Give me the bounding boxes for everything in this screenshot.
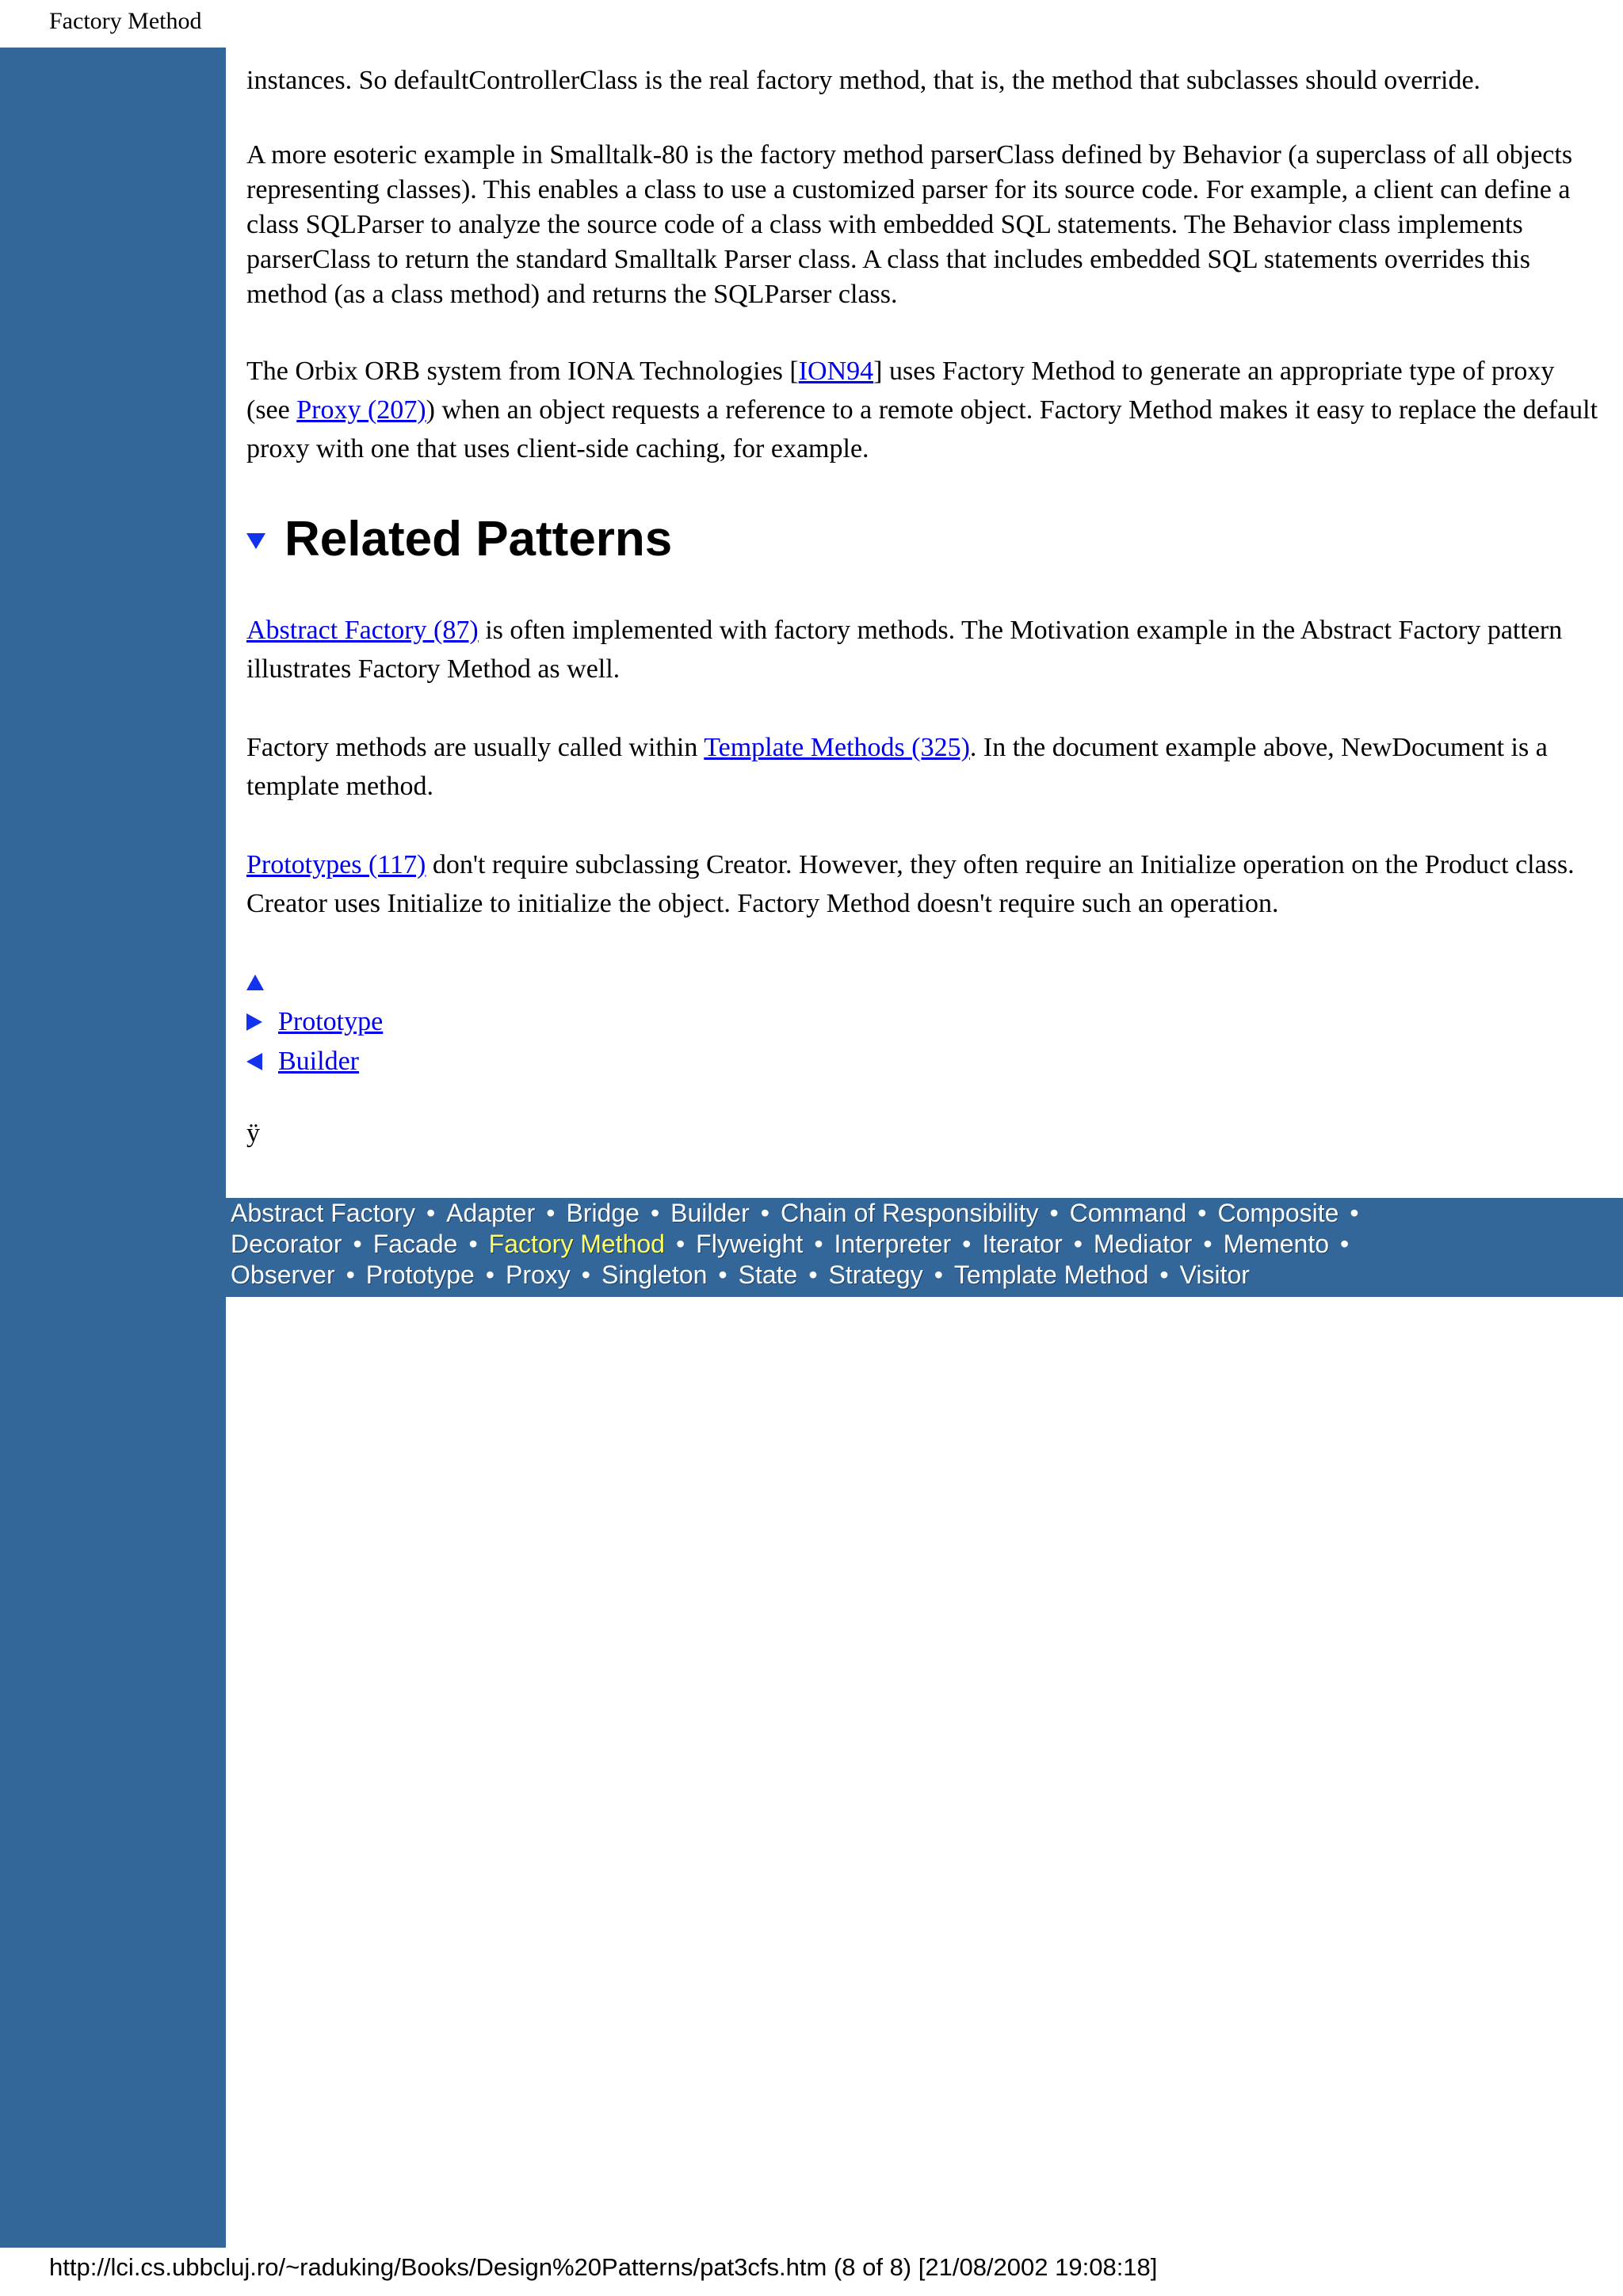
bullet-separator: •	[760, 1199, 769, 1227]
pattern-link-state[interactable]: State	[738, 1261, 798, 1289]
proxy-link[interactable]: Proxy (207)	[296, 395, 426, 425]
prototypes-link[interactable]: Prototypes (117)	[246, 850, 426, 879]
bullet-separator: •	[650, 1199, 660, 1227]
pattern-bar-line-3	[231, 1260, 1623, 1291]
pattern-link-bridge[interactable]: Bridge	[566, 1199, 640, 1227]
pattern-link-template-method[interactable]: Template Method	[953, 1261, 1149, 1289]
navigation-links	[246, 963, 1603, 1081]
text-span: don't require subclassing Creator. However, they often require an Initialize operation on the Product class. Creator uses Initialize to initialize the object. Factory Method doesn't require such an operation.	[246, 850, 1575, 918]
bullet-separator: •	[718, 1261, 727, 1289]
stray-glyph: ÿ	[246, 1119, 260, 1148]
pattern-link-decorator[interactable]: Decorator	[231, 1230, 342, 1258]
bullet-separator: •	[1350, 1199, 1359, 1227]
bullet-separator: •	[1197, 1199, 1207, 1227]
page-header-title: Factory Method	[49, 8, 202, 34]
next-prototype-link[interactable]: Prototype	[278, 1007, 384, 1036]
pattern-link-builder[interactable]: Builder	[670, 1199, 750, 1227]
pattern-link-chain-of-responsibility[interactable]: Chain of Responsibility	[780, 1199, 1039, 1227]
triangle-down-icon	[246, 533, 265, 549]
left-sidebar	[0, 48, 226, 2248]
pattern-link-command[interactable]: Command	[1069, 1199, 1187, 1227]
pattern-bar-line-2	[231, 1229, 1623, 1260]
bullet-separator: •	[581, 1261, 590, 1289]
related-paragraph-1	[246, 611, 1603, 688]
footer-url: http://lci.cs.ubbcluj.ro/~raduking/Books/Design%20Patterns/pat3cfs.htm (8 of 8) [21/08/2002 19:08:18]	[49, 2253, 1158, 2281]
prev-builder-link[interactable]: Builder	[278, 1047, 359, 1076]
paragraph-2: A more esoteric example in Smalltalk-80 is the factory method parserClass defined by Behavior (a superclass of all objects representing classes). This enables a class to use a customized parser for its source code. For example, a client can define a class SQLParser to analyze the source code of a class with embedded SQL statements. The Behavior class implements parserClass to return the standard Smalltalk Parser class. A class that includes embedded SQL statements overrides this method (as a class method) and returns the SQLParser class.	[246, 140, 1573, 309]
paragraph-1: instances. So defaultControllerClass is the real factory method, that is, the method that subclasses should override.	[246, 66, 1481, 95]
nav-up-row	[246, 963, 1603, 1002]
pattern-link-flyweight[interactable]: Flyweight	[696, 1230, 804, 1258]
pattern-link-mediator[interactable]: Mediator	[1093, 1230, 1193, 1258]
bullet-separator: •	[814, 1230, 823, 1258]
pattern-link-composite[interactable]: Composite	[1217, 1199, 1339, 1227]
paragraph-3	[246, 352, 1603, 468]
up-arrow-icon[interactable]	[246, 974, 278, 990]
pattern-link-abstract-factory[interactable]: Abstract Factory	[231, 1199, 415, 1227]
ion94-link[interactable]: ION94	[798, 357, 874, 386]
pattern-navigation-bar	[226, 1198, 1623, 1297]
text-span: is often implemented with factory methods. The Motivation example in the Abstract Factory pattern illustrates Factory Method as well.	[246, 616, 1563, 684]
bullet-separator: •	[546, 1199, 556, 1227]
nav-next-row	[246, 1002, 1603, 1042]
pattern-link-memento[interactable]: Memento	[1223, 1230, 1330, 1258]
related-paragraph-3	[246, 845, 1603, 923]
text-span: ] uses Factory Method to generate an appropriate type of proxy (see	[246, 357, 1555, 425]
bullet-separator: •	[808, 1261, 818, 1289]
bullet-separator: •	[426, 1199, 436, 1227]
bullet-separator: •	[353, 1230, 362, 1258]
bullet-separator: •	[485, 1261, 495, 1289]
bullet-separator: •	[675, 1230, 685, 1258]
pattern-link-facade[interactable]: Facade	[372, 1230, 458, 1258]
pattern-link-interpreter[interactable]: Interpreter	[834, 1230, 952, 1258]
main-content	[246, 63, 1603, 1151]
bullet-separator: •	[1073, 1230, 1083, 1258]
bullet-separator: •	[962, 1230, 972, 1258]
template-methods-link[interactable]: Template Methods (325)	[704, 733, 970, 762]
pattern-bar-line-1	[231, 1198, 1623, 1229]
pattern-link-iterator[interactable]: Iterator	[982, 1230, 1063, 1258]
related-patterns-heading	[246, 508, 1603, 571]
abstract-factory-link[interactable]: Abstract Factory (87)	[246, 616, 479, 645]
pattern-link-singleton[interactable]: Singleton	[601, 1261, 708, 1289]
pattern-link-proxy[interactable]: Proxy	[505, 1261, 571, 1289]
nav-prev-row	[246, 1042, 1603, 1081]
left-arrow-icon	[246, 1053, 278, 1070]
bullet-separator: •	[1203, 1230, 1212, 1258]
bullet-separator: •	[1049, 1199, 1059, 1227]
bullet-separator: •	[1159, 1261, 1169, 1289]
right-arrow-icon	[246, 1013, 278, 1031]
bullet-separator: •	[468, 1230, 478, 1258]
pattern-link-strategy[interactable]: Strategy	[828, 1261, 923, 1289]
related-paragraph-2	[246, 728, 1603, 806]
pattern-link-factory-method[interactable]: Factory Method	[488, 1230, 665, 1258]
section-title: Related Patterns	[285, 512, 673, 566]
pattern-link-observer[interactable]: Observer	[231, 1261, 335, 1289]
bullet-separator: •	[346, 1261, 355, 1289]
pattern-link-adapter[interactable]: Adapter	[446, 1199, 536, 1227]
text-span: . In the document example above, NewDocument is a template method.	[246, 733, 1548, 801]
text-span: The Orbix ORB system from IONA Technologies [	[246, 357, 799, 386]
text-span: Factory methods are usually called within	[246, 733, 705, 762]
bullet-separator: •	[1340, 1230, 1350, 1258]
pattern-link-prototype[interactable]: Prototype	[365, 1261, 475, 1289]
pattern-link-visitor[interactable]: Visitor	[1179, 1261, 1250, 1289]
text-span: ) when an object requests a reference to a remote object. Factory Method makes it easy to replace the default proxy with one that uses client-side caching, for example.	[246, 395, 1598, 463]
bullet-separator: •	[934, 1261, 943, 1289]
